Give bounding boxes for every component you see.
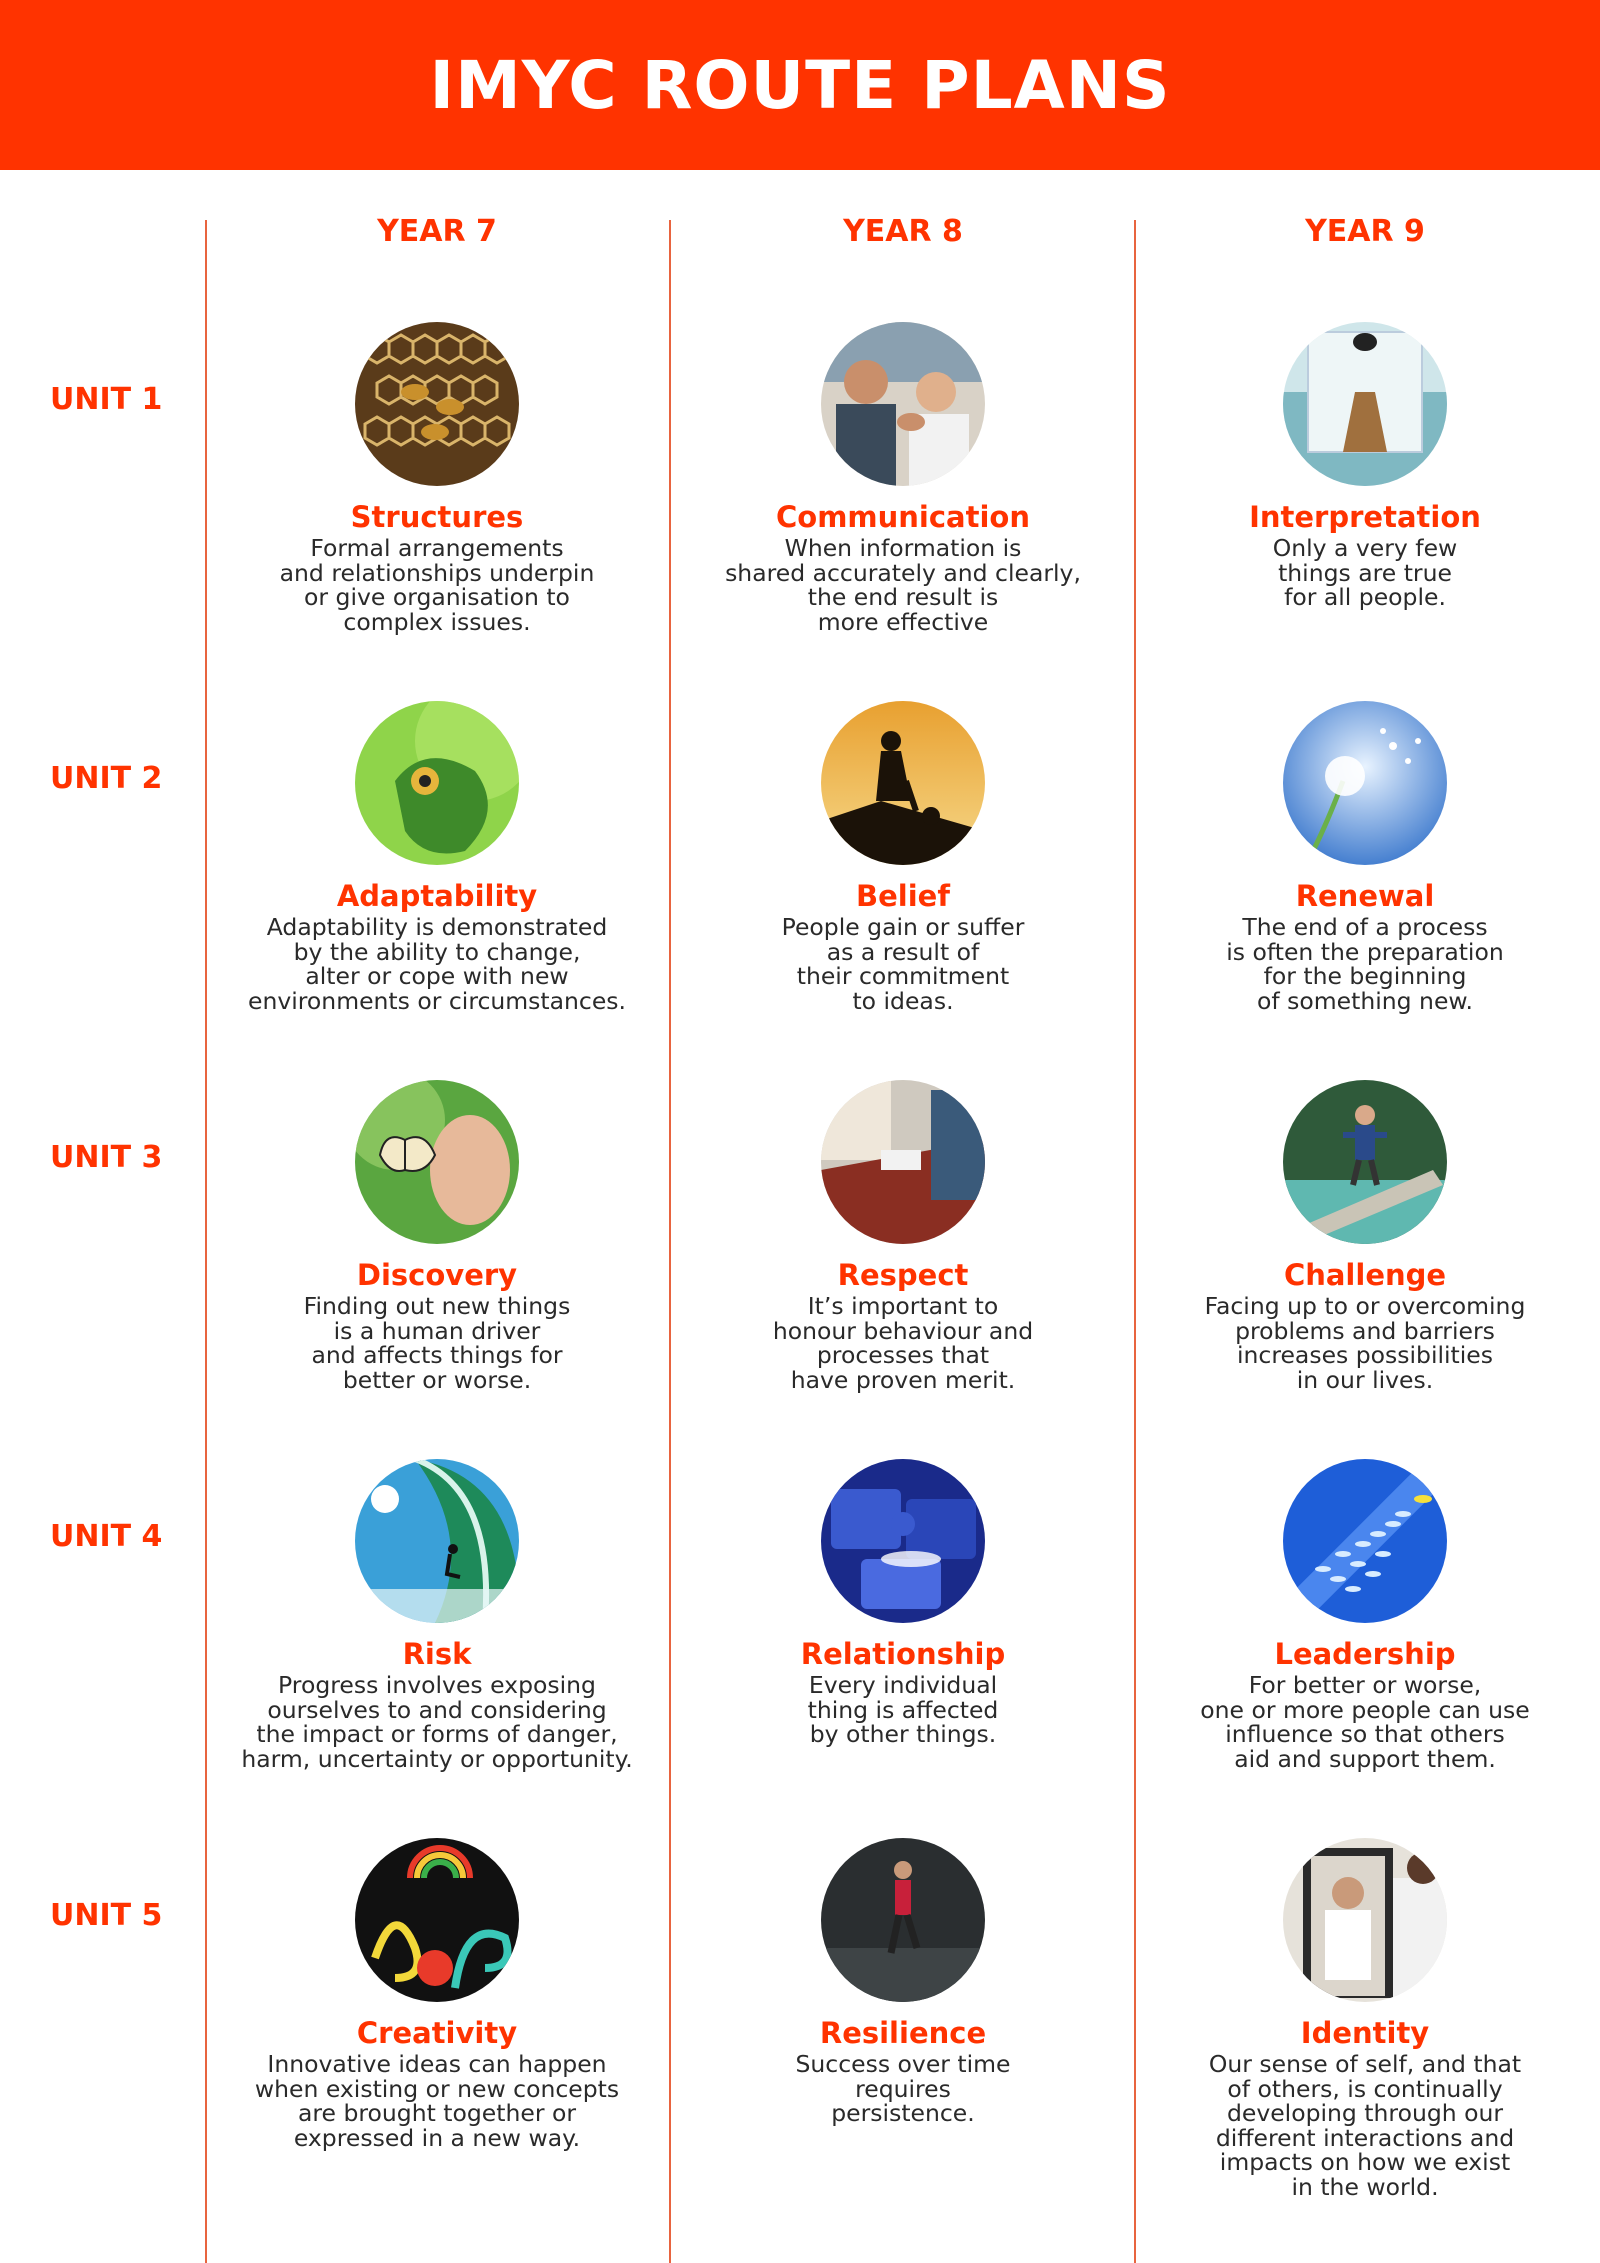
theme-card-identity (1145, 1838, 1585, 2199)
theme-title: Structures (350, 500, 524, 534)
theme-card-challenge (1145, 1080, 1585, 1392)
theme-card-respect (683, 1080, 1123, 1392)
theme-description: Progress involves exposing ourselves to and considering the impact or forms of danger, harm, uncertainty or opportunity. (241, 1671, 633, 1773)
theme-description: Adaptability is demonstrated by the ability to change, alter or cope with new environments or circumstances. (247, 913, 627, 1015)
theme-description: Our sense of self, and that of others, is continually developing through our different interactions and impacts on how we exist in the world. (1208, 2050, 1522, 2201)
theme-title: Renewal (1295, 879, 1435, 913)
theme-title: Belief (856, 879, 950, 913)
column-divider (205, 220, 207, 2263)
theme-card-structures (217, 322, 657, 634)
theme-title: Relationship (800, 1637, 1006, 1671)
chameleon-icon (355, 701, 519, 865)
honeycomb-bees-icon (355, 322, 519, 486)
theme-card-interpretation (1145, 322, 1585, 610)
theme-title: Discovery (356, 1258, 518, 1292)
theme-description: For better or worse, one or more people can use influence so that others aid and support them. (1200, 1671, 1530, 1773)
girl-butterfly-icon (355, 1080, 519, 1244)
theme-card-resilience (683, 1838, 1123, 2126)
theme-title: Challenge (1283, 1258, 1447, 1292)
theme-title: Communication (775, 500, 1030, 534)
theme-description: It’s important to honour behaviour and processes that have proven merit. (772, 1292, 1034, 1394)
surfer-wave-icon (355, 1459, 519, 1623)
theme-description: Finding out new things is a human driver and affects things for better or worse. (303, 1292, 571, 1394)
theme-card-leadership (1145, 1459, 1585, 1771)
year-7-heading: YEAR 7 (377, 214, 497, 249)
theme-card-belief (683, 701, 1123, 1013)
dandelion-icon (1283, 701, 1447, 865)
theme-description: Formal arrangements and relationships underpin or give organisation to complex issues. (279, 534, 595, 636)
fish-school-icon (1283, 1459, 1447, 1623)
theme-description: People gain or suffer as a result of their commitment to ideas. (781, 913, 1025, 1015)
column-divider (669, 220, 671, 2263)
people-talking-icon (821, 322, 985, 486)
theme-title: Leadership (1274, 1637, 1456, 1671)
man-mirror-icon (1283, 1838, 1447, 2002)
theme-card-discovery (217, 1080, 657, 1392)
pier-sea-icon (1283, 322, 1447, 486)
year-8-heading: YEAR 8 (843, 214, 963, 249)
theme-title: Creativity (356, 2016, 518, 2050)
theme-title: Identity (1300, 2016, 1430, 2050)
theme-title: Adaptability (336, 879, 538, 913)
unit-4-label: UNIT 4 (50, 1519, 163, 1554)
theme-title: Risk (402, 1637, 472, 1671)
page-title: IMYC ROUTE PLANS (429, 46, 1171, 124)
theme-description: Innovative ideas can happen when existing or new concepts are brought together or expressed in a new way. (254, 2050, 620, 2152)
theme-description: Facing up to or overcoming problems and barriers increases possibilities in our lives. (1204, 1292, 1526, 1394)
theme-card-creativity (217, 1838, 657, 2150)
theme-card-adaptability (217, 701, 657, 1013)
year-9-heading: YEAR 9 (1305, 214, 1425, 249)
unit-5-label: UNIT 5 (50, 1898, 163, 1933)
theme-card-communication (683, 322, 1123, 634)
theme-card-risk (217, 1459, 657, 1771)
colorful-swirls-icon (355, 1838, 519, 2002)
theme-title: Interpretation (1249, 500, 1481, 534)
theme-description: When information is shared accurately and clearly, the end result is more effective (725, 534, 1081, 636)
unit-2-label: UNIT 2 (50, 761, 163, 796)
meeting-table-icon (821, 1080, 985, 1244)
theme-description: Only a very few things are true for all people. (1272, 534, 1458, 611)
page-header (0, 0, 1600, 170)
theme-title: Respect (837, 1258, 969, 1292)
column-divider (1134, 220, 1136, 2263)
theme-description: Success over time requires persistence. (795, 2050, 1011, 2127)
theme-description: Every individual thing is affected by other things. (807, 1671, 999, 1748)
climbers-helping-icon (821, 701, 985, 865)
unit-3-label: UNIT 3 (50, 1140, 163, 1175)
theme-title: Resilience (819, 2016, 987, 2050)
theme-description: The end of a process is often the preparation for the beginning of something new. (1226, 913, 1504, 1015)
theme-card-renewal (1145, 701, 1585, 1013)
theme-card-relationship (683, 1459, 1123, 1747)
balancing-log-icon (1283, 1080, 1447, 1244)
puzzle-pieces-icon (821, 1459, 985, 1623)
unit-1-label: UNIT 1 (50, 382, 163, 417)
runner-rain-icon (821, 1838, 985, 2002)
